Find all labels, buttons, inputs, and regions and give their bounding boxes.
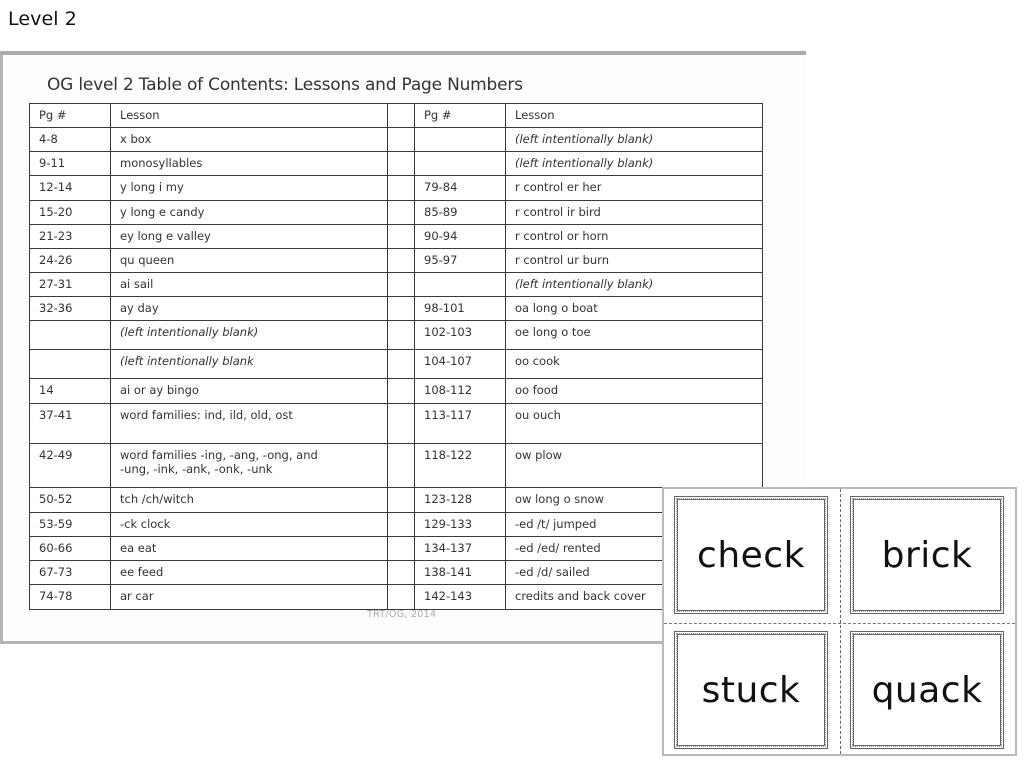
cell-lesson: ey long e valley (111, 225, 388, 249)
cell-pg-2: 113-117 (415, 404, 506, 444)
cell-pg: 14 (30, 379, 111, 404)
cell-spacer (388, 297, 415, 321)
cell-pg: 32-36 (30, 297, 111, 321)
table-row (30, 537, 763, 561)
cell-lesson-2: -ed /ed/ rented (506, 537, 763, 561)
flashcard-check: check (674, 496, 828, 614)
cell-lesson-2: (left intentionally blank) (506, 273, 763, 297)
header-lesson: Lesson (111, 104, 388, 128)
cell-lesson: x box (111, 128, 388, 152)
cell-pg: 15-20 (30, 201, 111, 225)
cell-spacer (388, 225, 415, 249)
document-title: OG level 2 Table of Contents: Lessons and Page Numbers (47, 75, 523, 95)
cell-pg: 67-73 (30, 561, 111, 585)
table-row (30, 249, 763, 273)
cell-lesson-2: r control or horn (506, 225, 763, 249)
flashcard-stuck: stuck (674, 631, 828, 749)
table-row (30, 128, 763, 152)
cell-spacer (388, 273, 415, 297)
cell-pg-2: 85-89 (415, 201, 506, 225)
cell-pg-2: 98-101 (415, 297, 506, 321)
cell-lesson-2: -ed /d/ sailed (506, 561, 763, 585)
cell-lesson (111, 444, 388, 488)
cell-lesson-2: oe long o toe (506, 321, 763, 350)
cell-pg: 53-59 (30, 513, 111, 537)
table-row (30, 561, 763, 585)
table-row (30, 585, 763, 610)
cell-pg-2: 95-97 (415, 249, 506, 273)
cut-line-vertical (840, 489, 841, 754)
cell-spacer (388, 350, 415, 379)
cell-spacer (388, 513, 415, 537)
cell-pg (30, 321, 111, 350)
table-header-row (30, 104, 763, 128)
cell-pg-2: 123-128 (415, 488, 506, 513)
cell-lesson: ai sail (111, 273, 388, 297)
header-spacer (388, 104, 415, 128)
cell-lesson: ea eat (111, 537, 388, 561)
cell-lesson-2: oo cook (506, 350, 763, 379)
cell-lesson-2: (left intentionally blank) (506, 128, 763, 152)
cell-lesson-line-1: word families -ing, -ang, -ong, and (120, 448, 318, 462)
cell-pg: 42-49 (30, 444, 111, 488)
cell-spacer (388, 176, 415, 201)
cell-spacer (388, 379, 415, 404)
cell-spacer (388, 249, 415, 273)
cell-spacer (388, 128, 415, 152)
cell-lesson-2: r control ir bird (506, 201, 763, 225)
table-row (30, 488, 763, 513)
cell-pg (30, 350, 111, 379)
cell-pg-2 (415, 152, 506, 176)
cell-lesson: ay day (111, 297, 388, 321)
cut-line-horizontal (664, 623, 1015, 624)
header-pg: Pg # (30, 104, 111, 128)
cell-lesson-2: ow long o snow (506, 488, 763, 513)
cell-pg-2: 104-107 (415, 350, 506, 379)
cell-pg: 60-66 (30, 537, 111, 561)
cell-lesson: word families: ind, ild, old, ost (111, 404, 388, 444)
document-footer: TRT/OG, 2014 (367, 609, 437, 620)
cell-spacer (388, 444, 415, 488)
header-lesson-2: Lesson (506, 104, 763, 128)
cell-pg: 12-14 (30, 176, 111, 201)
cell-spacer (388, 404, 415, 444)
cell-pg-2 (415, 128, 506, 152)
cell-pg: 74-78 (30, 585, 111, 610)
cell-spacer (388, 585, 415, 610)
cell-pg-2: 134-137 (415, 537, 506, 561)
flashcard-brick: brick (850, 496, 1004, 614)
cell-pg-2 (415, 273, 506, 297)
cell-lesson: ar car (111, 585, 388, 610)
cell-spacer (388, 201, 415, 225)
slide-title: Level 2 (8, 8, 77, 30)
cell-spacer (388, 537, 415, 561)
flashcards-panel (662, 487, 1017, 756)
table-row (30, 350, 763, 379)
table-of-contents (29, 103, 763, 610)
table-row (30, 321, 763, 350)
cell-lesson-2: oa long o boat (506, 297, 763, 321)
cell-pg-2: 138-141 (415, 561, 506, 585)
table-row (30, 513, 763, 537)
cell-pg-2: 108-112 (415, 379, 506, 404)
cell-lesson: (left intentionally blank) (111, 321, 388, 350)
cell-lesson: tch /ch/witch (111, 488, 388, 513)
cell-pg-2: 79-84 (415, 176, 506, 201)
cell-lesson-2: -ed /t/ jumped (506, 513, 763, 537)
table-row (30, 379, 763, 404)
cell-lesson: ai or ay bingo (111, 379, 388, 404)
cell-lesson-line-2: -ung, -ink, -ank, -onk, -unk (120, 462, 273, 476)
cell-lesson-2: r control ur burn (506, 249, 763, 273)
cell-spacer (388, 488, 415, 513)
cell-pg: 27-31 (30, 273, 111, 297)
cell-pg: 21-23 (30, 225, 111, 249)
cell-lesson-2: r control er her (506, 176, 763, 201)
table-row (30, 297, 763, 321)
cell-lesson-2: (left intentionally blank) (506, 152, 763, 176)
cell-spacer (388, 152, 415, 176)
cell-spacer (388, 321, 415, 350)
cell-pg: 24-26 (30, 249, 111, 273)
cell-lesson: ee feed (111, 561, 388, 585)
cell-pg-2: 90-94 (415, 225, 506, 249)
cell-lesson-2: oo food (506, 379, 763, 404)
table-row (30, 444, 763, 488)
cell-lesson: y long i my (111, 176, 388, 201)
header-pg-2: Pg # (415, 104, 506, 128)
flashcard-quack: quack (850, 631, 1004, 749)
cell-pg: 4-8 (30, 128, 111, 152)
cell-lesson-2: ou ouch (506, 404, 763, 444)
cell-spacer (388, 561, 415, 585)
cell-lesson: -ck clock (111, 513, 388, 537)
cell-pg-2: 129-133 (415, 513, 506, 537)
cell-pg: 37-41 (30, 404, 111, 444)
cell-lesson-2: credits and back cover (506, 585, 763, 610)
cell-lesson: (left intentionally blank (111, 350, 388, 379)
table-row (30, 176, 763, 201)
cell-lesson: y long e candy (111, 201, 388, 225)
table-row (30, 201, 763, 225)
table-row (30, 404, 763, 444)
table-row (30, 273, 763, 297)
table-row (30, 152, 763, 176)
cell-lesson: qu queen (111, 249, 388, 273)
cell-pg-2: 118-122 (415, 444, 506, 488)
cell-lesson: monosyllables (111, 152, 388, 176)
table-row (30, 225, 763, 249)
cell-pg: 9-11 (30, 152, 111, 176)
cell-pg-2: 142-143 (415, 585, 506, 610)
cell-pg-2: 102-103 (415, 321, 506, 350)
cell-pg: 50-52 (30, 488, 111, 513)
cell-lesson-2: ow plow (506, 444, 763, 488)
